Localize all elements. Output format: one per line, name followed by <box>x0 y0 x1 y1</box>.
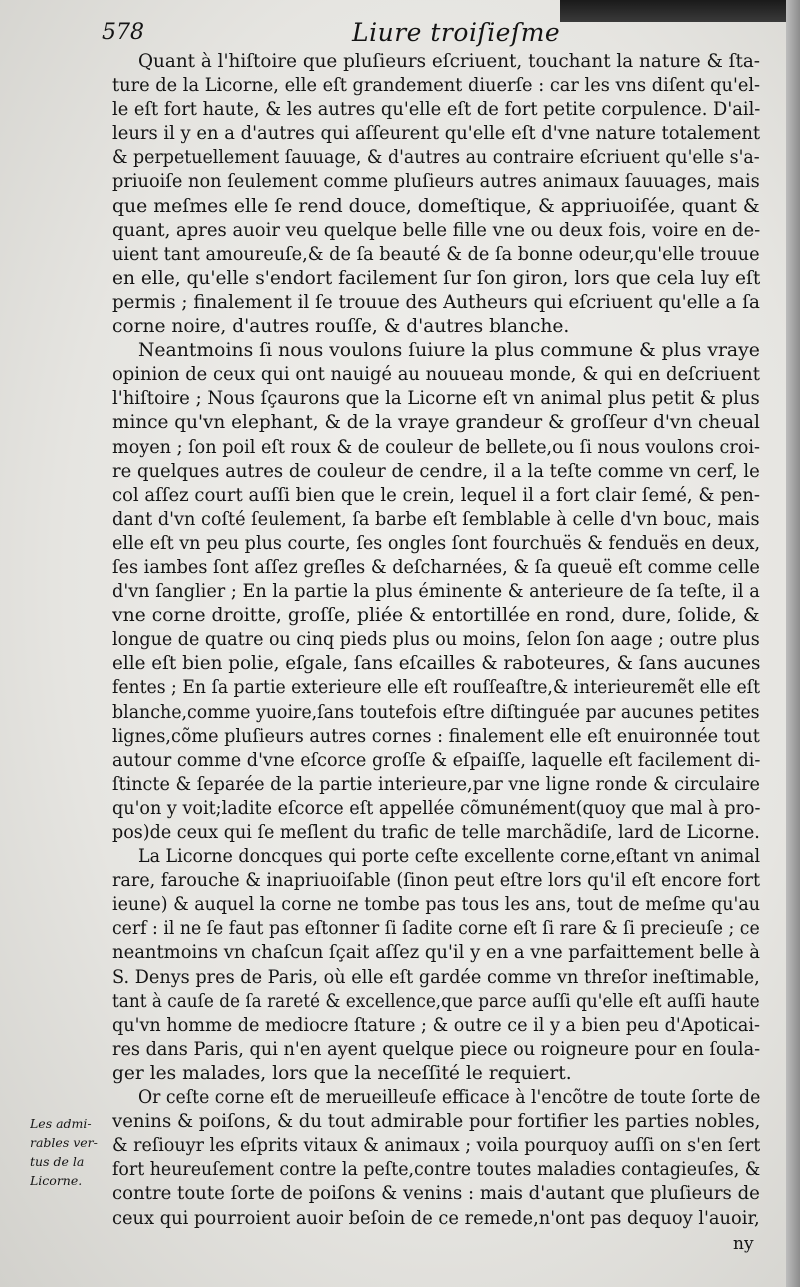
text-line: ieune) & auquel la corne ne tombe pas tous les ans, tout de meſme qu'au <box>112 894 760 916</box>
text-line: autour comme d'vne eſcorce groſſe & eſpaiſſe, laquelle eſt facilement di- <box>112 749 760 771</box>
text-line: en elle, qu'elle s'endort facilement ſur ſon giron, lors que cela luy eſt <box>112 267 760 289</box>
text-line: blanche,comme yuoire,ſans toutefois eſtre diſtinguée par aucunes petites <box>112 701 760 723</box>
text-line: mince qu'vn elephant, & de la vraye grandeur & groſſeur d'vn cheual <box>112 412 760 434</box>
margin-note-line: rables ver- <box>30 1135 98 1150</box>
text-line: S. Denys pres de Paris, où elle eſt gardée comme vn threſor ineſtimable, <box>112 966 760 988</box>
text-line: & perpetuellement ſauuage, & d'autres au contraire eſcriuent qu'elle s'a- <box>112 147 760 169</box>
text-line: moyen ; ſon poil eſt roux & de couleur de bellete,ou ſi nous voulons croi- <box>112 436 760 458</box>
margin-note-line: Les admi- <box>30 1116 92 1131</box>
text-line: que meſmes elle ſe rend douce, domeſtique, & appriuoiſée, quant & <box>112 195 760 217</box>
text-line: contre toute ſorte de poiſons & venins : mais d'autant que pluſieurs de <box>112 1183 760 1205</box>
text-line: longue de quatre ou cinq pieds plus ou moins, ſelon ſon aage ; outre plus <box>112 629 760 651</box>
text-line: ceux qui pourroient auoir beſoin de ce remede,n'ont pas dequoy l'auoir, <box>112 1207 760 1229</box>
text-line: dant d'vn coſté ſeulement, ſa barbe eſt ſemblable à celle d'vn bouc, mais <box>112 508 760 530</box>
catchword: ny <box>733 1234 754 1254</box>
text-line: elle eſt bien polie, eſgale, ſans eſcailles & raboteures, & ſans aucunes <box>112 653 760 675</box>
text-line: cerf : il ne ſe faut pas eſtonner ſi ſadite corne eſt ſi rare & ſi precieuſe ; ce <box>112 918 760 940</box>
text-line: & reſiouyr les eſprits vitaux & animaux ; voila pourquoy auſſi on s'en ſert <box>112 1135 760 1157</box>
text-line: pos)de ceux qui ſe meſlent du trafic de telle marchãdiſe, lard de Licorne. <box>112 822 760 843</box>
page-header <box>0 16 800 52</box>
text-line: leurs il y en a d'autres qui aſſeurent qu'elle eſt d'vne nature totalement <box>112 123 760 145</box>
text-line: venins & poiſons, & du tout admirable pour fortifier les parties nobles, <box>112 1111 760 1133</box>
text-line: Quant à l'hiſtoire que pluſieurs eſcriuent, touchant la nature & ſta- <box>138 51 760 72</box>
margin-note-line: tus de la <box>30 1154 85 1169</box>
text-line: vne corne droitte, groſſe, pliée & entortillée en rond, dure, ſolide, & <box>112 605 760 627</box>
text-line: quant, apres auoir veu quelque belle fille vne ou deux fois, voire en de- <box>112 219 760 241</box>
text-line: permis ; finalement il ſe trouue des Autheurs qui eſcriuent qu'elle a ſa <box>112 291 760 313</box>
text-line: res dans Paris, qui n'en ayent quelque piece ou roigneure pour en ſoula- <box>112 1038 760 1060</box>
page-number: 578 <box>102 20 144 45</box>
text-line: lignes,cõme pluſieurs autres cornes : finalement elle eſt enuironnée tout <box>112 725 760 747</box>
text-line: rare, farouche & inapriuoiſable (ſinon peut eſtre lors qu'il eſt encore fort <box>112 870 760 892</box>
text-line: d'vn ſanglier ; En la partie la plus éminente & anterieure de ſa teſte, il a <box>112 581 760 603</box>
text-line: Neantmoins ſi nous voulons ſuiure la plus commune & plus vraye <box>138 340 760 362</box>
text-line: elle eſt vn peu plus courte, ſes ongles ſont fourchuës & fenduës en deux, <box>112 532 760 554</box>
text-line: La Licorne doncques qui porte ceſte excellente corne,eſtant vn animal <box>138 846 760 868</box>
text-line: fentes ; En ſa partie exterieure elle eſt rouſſeaſtre,& interieuremẽt elle eſt <box>112 677 760 699</box>
text-line: ſtincte & ſeparée de la partie interieure,par vne ligne ronde & circulaire <box>112 773 760 795</box>
text-line: opinion de ceux qui ont nauigé au nouueau monde, & qui en deſcriuent <box>112 364 760 386</box>
text-line: le eſt fort haute, & les autres qu'elle eſt de fort petite corpulence. D'ail- <box>112 99 760 121</box>
running-title: Liure troiſieſme <box>352 18 561 47</box>
margin-note-line: Licorne. <box>30 1173 83 1188</box>
text-line: ture de la Licorne, elle eſt grandement diuerſe : car les vns diſent qu'el- <box>112 75 760 97</box>
text-line: fort heureuſement contre la peſte,contre toutes maladies contagieuſes, & <box>112 1159 760 1181</box>
text-line: neantmoins vn chaſcun ſçait aſſez qu'il y en a vne parfaittement belle à <box>112 942 760 964</box>
text-line: priuoiſe non ſeulement comme pluſieurs autres animaux ſauuages, mais <box>112 171 760 193</box>
text-line: uient tant amoureuſe,& de ſa beauté & de ſa bonne odeur,qu'elle trouue <box>112 243 760 265</box>
text-line: Or ceſte corne eſt de merueilleuſe efficace à l'encõtre de toute ſorte de <box>138 1087 760 1109</box>
scan-right-edge <box>786 0 800 1287</box>
text-line: l'hiſtoire ; Nous ſçaurons que la Licorne eſt vn animal plus petit & plus <box>112 388 760 410</box>
text-line: re quelques autres de couleur de cendre, il a la teſte comme vn cerf, le <box>112 460 760 482</box>
text-line: col aſſez court auſſi bien que le crein, lequel il a fort clair ſemé, & pen- <box>112 484 760 506</box>
text-line: corne noire, d'autres rouſſe, & d'autres blanche. <box>112 316 570 338</box>
text-line: qu'vn homme de mediocre ſtature ; & outre ce il y a bien peu d'Apoticai- <box>112 1014 760 1036</box>
text-line: tant à cauſe de ſa rareté & excellence,que parce auſſi qu'elle eſt auſſi haute <box>112 990 760 1012</box>
text-line: ger les malades, lors que la neceſſité le requiert. <box>112 1062 572 1084</box>
margin-note <box>30 1114 110 1190</box>
text-line: ſes iambes ſont aſſez greſles & deſcharnées, & ſa queuë eſt comme celle <box>112 556 760 578</box>
text-line: qu'on y voit;ladite eſcorce eſt appellée cõmunément(quoy que mal à pro- <box>112 797 760 819</box>
body-text <box>112 50 760 1231</box>
